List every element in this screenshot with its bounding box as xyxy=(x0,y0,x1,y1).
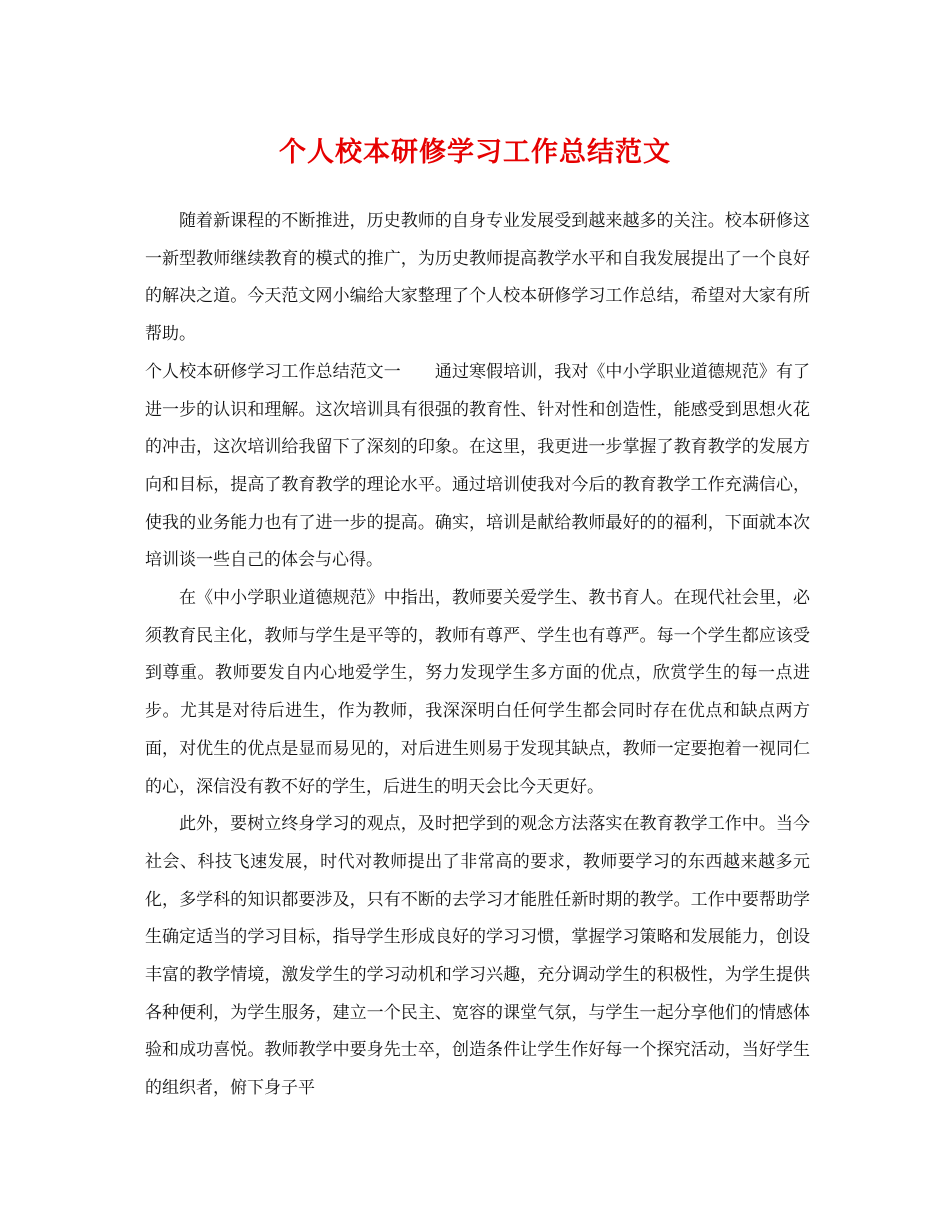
paragraph-section-one: 个人校本研修学习工作总结范文一 通过寒假培训，我对《中小学职业道德规范》有了进一步的认识和理解。这次培训具有很强的教育性、针对性和创造性，能感受到思想火花的冲击，这次培训给我留下了深刻的印象。在这里，我更进一步掌握了教育教学的发展方向和目标，提高了教育教学的理论水平。通过培训使我对今后的教育教学工作充满信心，使我的业务能力也有了进一步的提高。确实，培训是献给教师最好的的福利，下面就本次培训谈一些自己的体会与心得。 xyxy=(145,361,810,571)
document-title: 个人校本研修学习工作总结范文 xyxy=(279,137,671,168)
paragraph-lifelong-learning: 此外，要树立终身学习的观点，及时把学到的观念方法落实在教育教学工作中。当今社会、科技飞速发展，时代对教师提出了非常高的要求，教师要学习的东西越来越多元化，多学科的知识都要涉及，只有不断的去学习才能胜任新时期的教学。工作中要帮助学生确定适当的学习目标，指导学生形成良好的学习习惯，掌握学习策略和发展能力，创设丰富的教学情境，激发学生的学习动机和学习兴趣，充分调动学生的积极性，为学生提供各种便利，为学生服务，建立一个民主、宽容的课堂气氛，与学生一起分享他们的情感体验和成功喜悦。教师教学中要身先士卒，创造条件让学生作好每一个探究活动，当好学生的组织者，俯下身子平 xyxy=(145,814,810,1099)
paragraph-intro: 随着新课程的不断推进，历史教师的自身专业发展受到越来越多的关注。校本研修这一新型教师继续教育的模式的推广，为历史教师提高教学水平和自我发展提出了一个良好的解决之道。今天范文网小编给大家整理了个人校本研修学习工作总结，希望对大家有所帮助。 xyxy=(145,211,810,345)
paragraph-care-for-students: 在《中小学职业道德规范》中指出，教师要关爱学生、教书育人。在现代社会里，必须教育民主化，教师与学生是平等的，教师有尊严、学生也有尊严。每一个学生都应该受到尊重。教师要发自内心地爱学生，努力发现学生多方面的优点，欣赏学生的每一点进步。尤其是对待后进生，作为教师，我深深明白任何学生都会同时存在优点和缺点两方面，对优生的优点是显而易见的，对后进生则易于发现其缺点，教师一定要抱着一视同仁的心，深信没有教不好的学生，后进生的明天会比今天更好。 xyxy=(145,588,810,797)
document-body xyxy=(145,203,810,1108)
